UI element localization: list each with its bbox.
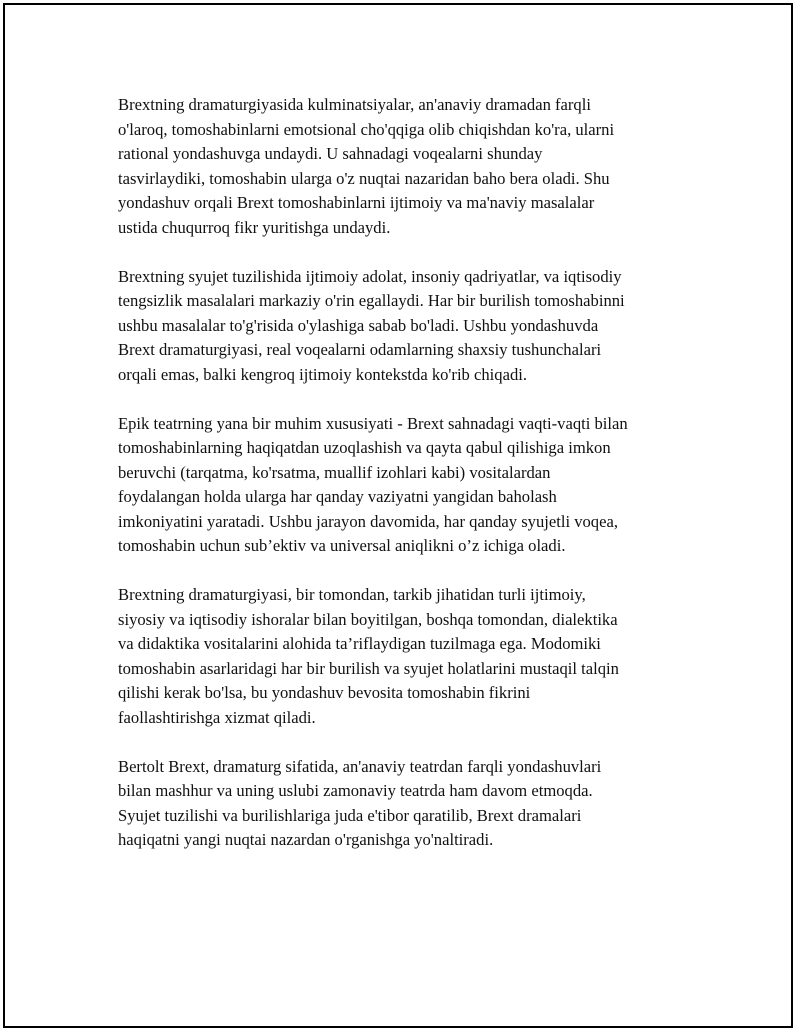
document-body <box>118 93 698 877</box>
paragraph-2: Brextning syujet tuzilishida ijtimoiy adolat, insoniy qadriyatlar, va iqtisodiy tengsizlik masalalari markaziy o'rin egallaydi. Har bir burilish tomoshabinni ushbu masalalar to'g'risida o'ylashiga sabab bo'ladi. Ushbu yondashuvda Brext dramaturgiyasi, real voqealarni odamlarning shaxsiy tushunchalari orqali emas, balki kengroq ijtimoiy kontekstda ko'rib chiqadi. <box>118 266 625 384</box>
paragraph-5: Bertolt Brext, dramaturg sifatida, an'anaviy teatrdan farqli yondashuvlari bilan mashhur va uning uslubi zamonaviy teatrda ham davom etmoqda. Syujet tuzilishi va burilishlariga juda e'tibor qaratilib, Brext dramalari haqiqatni yangi nuqtai nazardan o'rganishga yo'naltiradi. <box>118 756 602 849</box>
paragraph-4: Brextning dramaturgiyasi, bir tomondan, tarkib jihatidan turli ijtimoiy, siyosiy va iqtisodiy ishoralar bilan boyitilgan, boshqa tomondan, dialektika va didaktika vositalarini alohida ta’riflaydigan tuzilmaga ega. Modomiki tomoshabin asarlaridagi har bir burilish va syujet holatlarini mustaqil talqin qilishi kerak bo'lsa, bu yondashuv bevosita tomoshabin fikrini faollashtirishga xizmat qiladi. <box>118 585 619 727</box>
paragraph-1: Brextning dramaturgiyasida kulminatsiyalar, an'anaviy dramadan farqli o'laroq, tomoshabinlarni emotsional cho'qqiga olib chiqishdan ko'ra, ularni rational yondashuvga undaydi. U sahnadagi voqealarni shunday tasvirlaydiki, tomoshabin ularga o'z nuqtai nazaridan baho bera oladi. Shu yondashuv orqali Brext tomoshabinlarni ijtimoiy va ma'naviy masalalar ustida chuqurroq fikr yuritishga undaydi. <box>118 95 615 237</box>
paragraph-3: Epik teatrning yana bir muhim xususiyati - Brext sahnadagi vaqti-vaqti bilan tomoshabinlarning haqiqatdan uzoqlashish va qayta qabul qilishiga imkon beruvchi (tarqatma, ko'rsatma, muallif izohlari kabi) vositalardan foydalangan holda ularga har qanday vaziyatni yangidan baholash imkoniyatini yaratadi. Ushbu jarayon davomida, har qanday syujetli voqea, tomoshabin uchun sub’ektiv va universal aniqlikni o’z ichiga oladi. <box>118 413 628 555</box>
